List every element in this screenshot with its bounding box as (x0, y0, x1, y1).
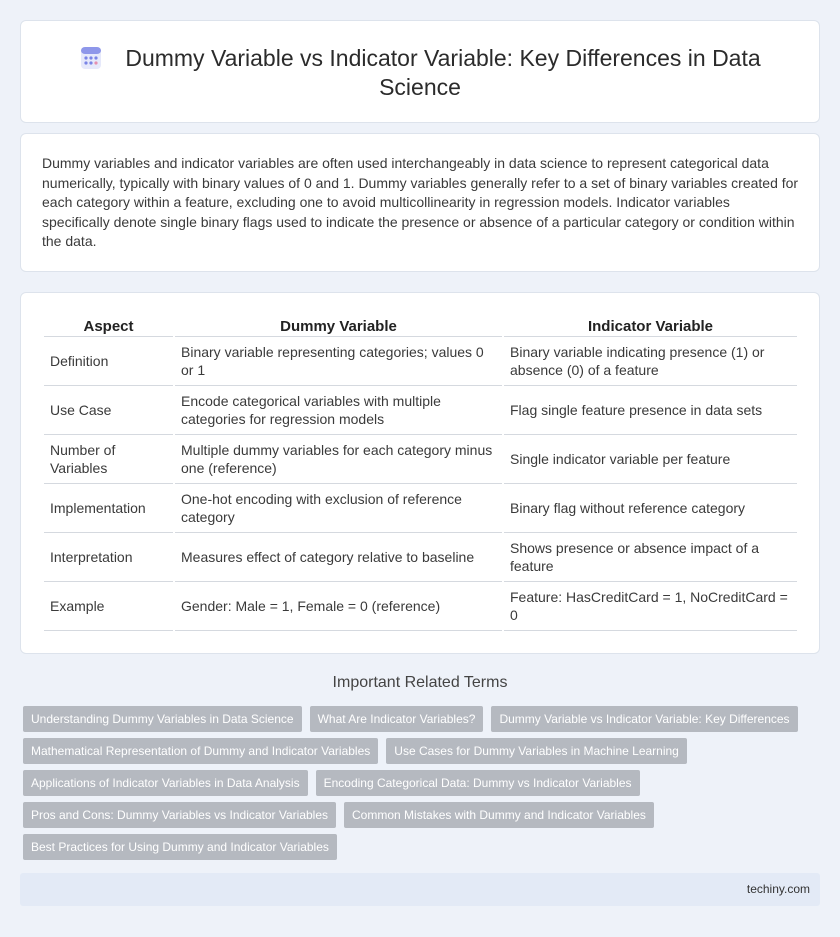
related-term-tag[interactable]: Common Mistakes with Dummy and Indicator Variables (344, 802, 654, 828)
header-aspect: Aspect (44, 315, 173, 337)
related-terms-title: Important Related Terms (332, 674, 508, 691)
cell-aspect: Number of Variables (44, 435, 173, 484)
related-term-tag[interactable]: Dummy Variable vs Indicator Variable: Key Differences (491, 706, 797, 732)
cell-indicator: Shows presence or absence impact of a feature (504, 533, 797, 582)
cell-dummy: Measures effect of category relative to baseline (175, 533, 502, 582)
related-term-tag[interactable]: Pros and Cons: Dummy Variables vs Indicator Variables (23, 802, 336, 828)
cell-indicator: Flag single feature presence in data sets (504, 386, 797, 435)
footer-bar (20, 873, 820, 906)
title-wrap (61, 44, 779, 102)
cell-aspect: Definition (44, 337, 173, 386)
cell-aspect: Interpretation (44, 533, 173, 582)
related-term-tag[interactable]: Best Practices for Using Dummy and Indicator Variables (23, 834, 337, 860)
table-header-row (44, 315, 797, 337)
related-terms-list (23, 706, 813, 860)
cell-dummy: Multiple dummy variables for each category minus one (reference) (175, 435, 502, 484)
header-card (20, 20, 820, 123)
table-row (44, 582, 797, 631)
table-row (44, 533, 797, 582)
table-row (44, 386, 797, 435)
related-term-tag[interactable]: What Are Indicator Variables? (310, 706, 484, 732)
table-row (44, 484, 797, 533)
cell-indicator: Binary flag without reference category (504, 484, 797, 533)
grid-calculator-icon (79, 46, 103, 70)
comparison-table-card (20, 292, 820, 654)
cell-aspect: Use Case (44, 386, 173, 435)
related-term-tag[interactable]: Applications of Indicator Variables in Data Analysis (23, 770, 308, 796)
header-dummy-variable: Dummy Variable (175, 315, 502, 337)
table-row (44, 337, 797, 386)
related-term-tag[interactable]: Understanding Dummy Variables in Data Science (23, 706, 302, 732)
cell-aspect: Implementation (44, 484, 173, 533)
cell-dummy: Gender: Male = 1, Female = 0 (reference) (175, 582, 502, 631)
related-term-tag[interactable]: Mathematical Representation of Dummy and Indicator Variables (23, 738, 378, 764)
cell-dummy: Encode categorical variables with multiple categories for regression models (175, 386, 502, 435)
page-title-text: Dummy Variable vs Indicator Variable: Key Differences in Data Science (125, 45, 761, 100)
cell-indicator: Single indicator variable per feature (504, 435, 797, 484)
cell-dummy: One-hot encoding with exclusion of reference category (175, 484, 502, 533)
table-row (44, 435, 797, 484)
related-term-tag[interactable]: Use Cases for Dummy Variables in Machine Learning (386, 738, 687, 764)
cell-dummy: Binary variable representing categories; values 0 or 1 (175, 337, 502, 386)
comparison-table (42, 315, 799, 631)
header-indicator-variable: Indicator Variable (504, 315, 797, 337)
cell-aspect: Example (44, 582, 173, 631)
page-title (61, 44, 779, 102)
cell-indicator: Binary variable indicating presence (1) or absence (0) of a feature (504, 337, 797, 386)
related-term-tag[interactable]: Encoding Categorical Data: Dummy vs Indicator Variables (316, 770, 640, 796)
intro-paragraph: Dummy variables and indicator variables are often used interchangeably in data science to represent categorical data numerically, typically with binary values of 0 and 1. Dummy variables generally refer to a set of binary variables created for each category within a feature, excluding one to avoid multicollinearity in regression models. Indicator variables specifically denote single binary flags used to indicate the presence or absence of a particular category or condition within the data. (42, 155, 799, 250)
cell-indicator: Feature: HasCreditCard = 1, NoCreditCard = 0 (504, 582, 797, 631)
footer-brand[interactable]: techiny.com (746, 882, 810, 896)
intro-card (20, 133, 820, 272)
